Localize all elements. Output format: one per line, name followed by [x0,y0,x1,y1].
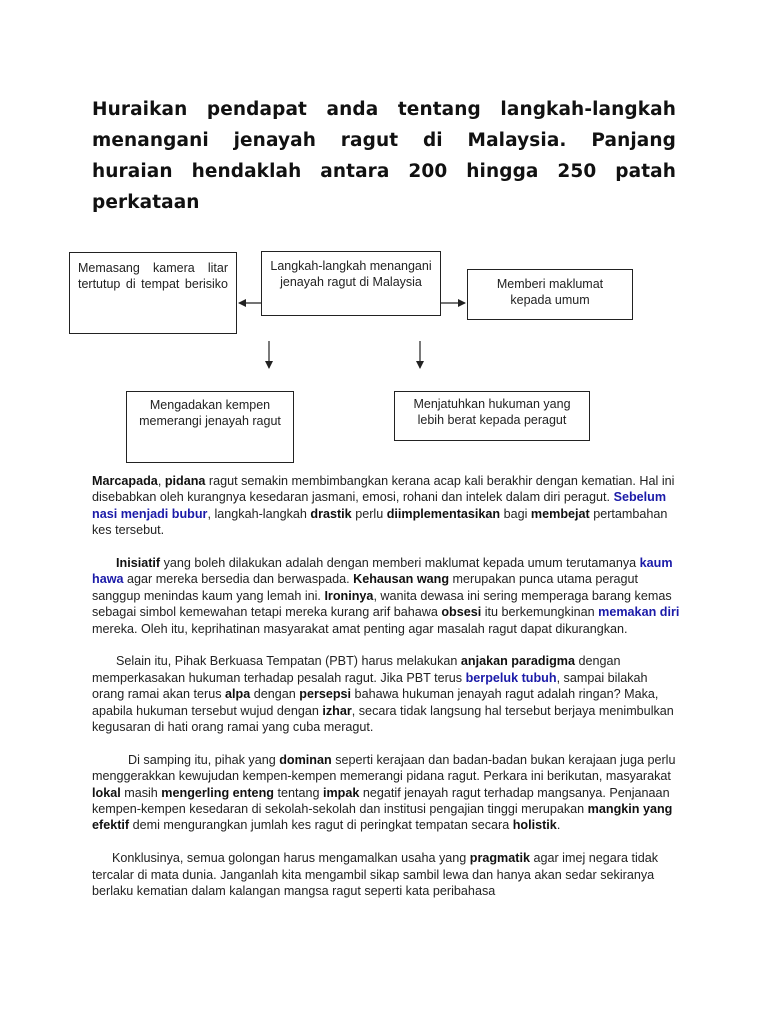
diagram-box-left: Memasang kamera litar tertutup di tempat berisiko [69,252,237,334]
paragraph-3: Selain itu, Pihak Berkuasa Tempatan (PBT) harus melakukan anjakan paradigma dengan memperkasakan hukuman terhadap pesalah ragut. Jika PBT terus berpeluk tubuh, sampai bilakah orang ramai akan terus alpa dengan persepsi bahawa hukuman jenayah ragut adalah ringan? Maka, apabila hukuman tersebut wujud dengan izhar, secara tidak langsung hal tersebut berjaya menimbulkan kegusaran di hati orang ramai yang cuba meragut. [92,654,674,735]
page-title: Huraikan pendapat anda tentang langkah-langkah menangani jenayah ragut di Malaysia. Panjang huraian hendaklah antara 200 hingga 250 patah perkataan [92,99,676,213]
diagram-box-right: Memberi maklumat kepada umum [467,269,633,320]
paragraph-2: Inisiatif yang boleh dilakukan adalah dengan memberi maklumat kepada umum terutamanya kaum hawa agar mereka bersedia dan berwaspada. Kehausan wang merupakan punca utama peragut sanggup menindas kaum yang lemah ini. Ironinya, wanita dewasa ini sering memperaga barang kemas sebagai simbol kemewahan tetapi mereka kurang arif bahawa obsesi itu berkemungkinan memakan diri mereka. Oleh itu, keprihatinan masyarakat amat penting agar masalah ragut dapat dikurangkan. [92,556,680,636]
diagram-box-bottom-left: Mengadakan kempen memerangi jenayah ragut [126,391,294,463]
paragraph-conclusion: Konklusinya, semua golongan harus mengamalkan usaha yang pragmatik agar imej negara tidak tercalar di mata dunia. Janganlah kita mengambil sikap sambil lewa dan hanya akan sedar sekiranya berlaku kematian dalam kalangan mangsa ragut seperti kata peribahasa [92,851,659,899]
essay-body [92,473,682,900]
paragraph-intro: Marcapada, pidana ragut semakin membimbangkan kerana acap kali berakhir dengan kematian. Hal ini disebabkan oleh kurangnya kesedaran jasmani, emosi, rohani dan intelek dalam diri peragut. Sebelum nasi menjadi bubur, langkah-langkah drastik perlu diimplementasikan bagi membejat pertambahan kes tersebut. [92,474,675,538]
diagram-box-bottom-right: Menjatuhkan hukuman yang lebih berat kepada peragut [394,391,590,441]
diagram-box-center: Langkah-langkah menangani jenayah ragut di Malaysia [261,251,441,316]
paragraph-4: Di samping itu, pihak yang dominan seperti kerajaan dan badan-badan bukan kerajaan juga perlu menggerakkan kewujudan kempen-kempen memerangi pidana ragut. Perkara ini berikutan, masyarakat lokal masih mengerling enteng tentang impak negatif jenayah ragut terhadap mangsanya. Penjanaan kempen-kempen kesedaran di sekolah-sekolah dan institusi pengajian tinggi merupakan mangkin yang efektif demi mengurangkan jumlah kes ragut di peringkat tempatan secara holistik. [92,752,676,833]
